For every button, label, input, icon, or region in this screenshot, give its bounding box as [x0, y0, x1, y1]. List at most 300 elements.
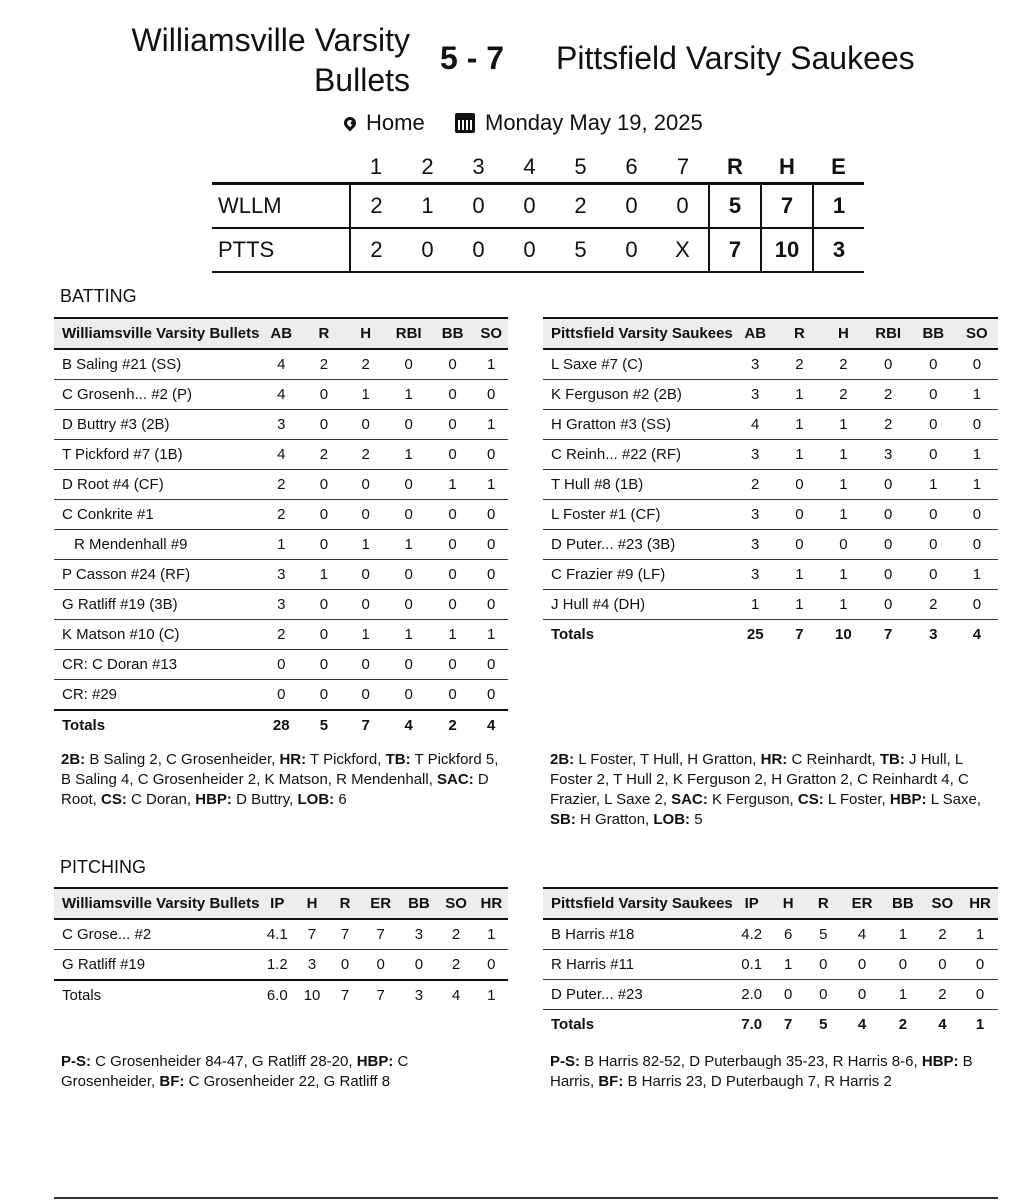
stat-cell: 2 [438, 919, 475, 950]
note-label: HBP: [921, 1053, 959, 1070]
stat-cell: 0 [806, 950, 841, 980]
stat-cell: 0 [911, 500, 956, 530]
stat-cell: 0 [387, 650, 431, 680]
player-name: T Hull #8 (1B) [543, 470, 733, 500]
stat-cell: 2 [923, 919, 963, 950]
stat-cell: 3 [733, 530, 778, 560]
stat-column-header: R [303, 318, 345, 349]
stat-cell: 3 [733, 349, 778, 380]
note-text: J Hull, L Foster 2, T Hull 2, K Ferguson 2, H Gratton 2, C Reinhardt 4, C Frazier, L Saxe 2, [550, 751, 969, 808]
player-name: C Grose... #2 [54, 919, 259, 950]
stat-cell: 0 [345, 650, 387, 680]
stat-cell: 0 [866, 500, 911, 530]
table-row [54, 500, 508, 530]
stat-cell: 2 [866, 380, 911, 410]
note-text: D Root, [61, 771, 489, 808]
inning-score: 0 [606, 184, 657, 229]
stat-cell: 0 [431, 530, 475, 560]
stat-cell: 1 [911, 470, 956, 500]
stat-cell: 2 [303, 440, 345, 470]
totals-cell: 3 [400, 980, 437, 1010]
stat-cell: 0 [474, 680, 508, 711]
stat-cell: 4 [259, 440, 303, 470]
inning-score: 1 [402, 184, 453, 229]
note-text: B Saling 2, C Grosenheider, [85, 751, 280, 768]
table-row [543, 380, 998, 410]
stat-cell: 3 [295, 950, 329, 981]
stat-cell: 1 [387, 530, 431, 560]
stat-cell: 0 [806, 980, 841, 1010]
stat-cell: 1 [345, 620, 387, 650]
stat-cell: 0 [303, 620, 345, 650]
stat-cell: 0 [431, 440, 475, 470]
stat-column-header: H [821, 318, 865, 349]
table-row [54, 560, 508, 590]
stat-column-header: H [771, 888, 806, 919]
note-label: 2B: [61, 751, 86, 768]
stat-cell: 1 [821, 590, 865, 620]
team-column-header: Pittsfield Varsity Saukees [543, 318, 733, 349]
stat-cell: 0 [387, 410, 431, 440]
player-name: D Buttry #3 (2B) [54, 410, 259, 440]
stat-cell: 0 [259, 650, 303, 680]
stat-cell: 4.1 [259, 919, 295, 950]
stat-cell: 0 [303, 530, 345, 560]
table-header-row [54, 888, 508, 919]
table-header-row [54, 318, 508, 349]
table-row [543, 500, 998, 530]
stat-column-header: BB [431, 318, 475, 349]
table-row [54, 410, 508, 440]
table-header-row [543, 888, 998, 919]
team-column-header: Pittsfield Varsity Saukees [543, 888, 733, 919]
pitching-section-title: PITCHING [60, 857, 147, 877]
note-label: 2B: [550, 751, 575, 768]
totals-cell: 4 [387, 710, 431, 740]
errors-total: 1 [813, 184, 864, 229]
note-label: P-S: [61, 1053, 91, 1070]
stat-cell: 2 [259, 500, 303, 530]
note-text: T Pickford, [306, 751, 386, 768]
stat-cell: 0 [474, 650, 508, 680]
stat-column-header: R [329, 888, 361, 919]
note-text: C Grosenheider 22, G Ratliff 8 [184, 1073, 391, 1090]
stat-cell: 1 [821, 440, 865, 470]
player-name: H Gratton #3 (SS) [543, 410, 733, 440]
stat-cell: 1 [956, 560, 998, 590]
inning-score: 2 [350, 184, 402, 229]
inning-score: 0 [657, 184, 709, 229]
stat-cell: 1 [431, 470, 475, 500]
totals-row [543, 620, 998, 650]
totals-cell: 6.0 [259, 980, 295, 1010]
player-name: T Pickford #7 (1B) [54, 440, 259, 470]
stat-cell: 1 [821, 560, 865, 590]
stat-cell: 1 [345, 530, 387, 560]
note-text: C Grosenheider, [61, 1053, 409, 1090]
stat-cell: 0 [911, 440, 956, 470]
table-row [54, 950, 508, 981]
totals-cell: 10 [295, 980, 329, 1010]
stat-cell: 1 [474, 410, 508, 440]
totals-cell: 7 [783, 1016, 793, 1033]
note-label: SAC: [437, 771, 474, 788]
inning-header: 6 [625, 154, 638, 179]
player-name: J Hull #4 (DH) [543, 590, 733, 620]
player-name: K Ferguson #2 (2B) [543, 380, 733, 410]
stat-cell: 2 [303, 349, 345, 380]
stat-cell: 6 [771, 919, 806, 950]
note-label: HR: [760, 751, 788, 768]
stat-cell: 0 [361, 950, 400, 981]
player-name: R Harris #11 [543, 950, 733, 980]
stat-cell: 0 [303, 680, 345, 711]
note-label: HR: [279, 751, 307, 768]
stat-cell: 0 [778, 530, 822, 560]
stat-cell: 0 [956, 590, 998, 620]
stat-cell: 5 [806, 919, 841, 950]
stat-cell: 0 [866, 349, 911, 380]
final-score: 5 - 7 [440, 40, 505, 76]
totals-cell: 7 [884, 626, 893, 643]
map-pin-icon [342, 115, 359, 132]
stat-column-header: SO [438, 888, 475, 919]
totals-cell: 2 [898, 1016, 908, 1033]
stat-cell: 0 [911, 560, 956, 590]
stat-cell: 0 [387, 470, 431, 500]
inning-header: 4 [523, 154, 536, 179]
inning-header: 3 [472, 154, 485, 179]
stat-cell: 0 [345, 470, 387, 500]
away-pitching-notes [550, 1052, 995, 1092]
away-team-name: Pittsfield Varsity Saukees [556, 40, 915, 76]
stat-cell: 1 [778, 380, 822, 410]
totals-cell: 7 [345, 710, 387, 740]
totals-cell: 7.0 [741, 1016, 763, 1033]
table-row [54, 650, 508, 680]
totals-cell: 7 [329, 980, 361, 1010]
stat-cell: 1 [883, 980, 923, 1010]
home-pitching-notes [61, 1052, 506, 1092]
stat-cell: 1 [778, 440, 822, 470]
stat-cell: 0 [475, 950, 508, 981]
stat-cell: 0 [866, 560, 911, 590]
stat-cell: 3 [259, 410, 303, 440]
inning-header: 2 [421, 154, 434, 179]
line-score-row [212, 228, 864, 272]
stat-cell: 0 [431, 680, 475, 711]
stat-column-header: RBI [866, 318, 911, 349]
stat-cell: 0 [821, 530, 865, 560]
team-column-header: Williamsville Varsity Bullets [54, 318, 259, 349]
table-row [54, 680, 508, 711]
stat-cell: 0 [956, 530, 998, 560]
stat-cell: 3 [400, 919, 437, 950]
totals-cell: 4 [972, 626, 982, 643]
stat-cell: 7 [329, 919, 361, 950]
batting-section-title: BATTING [60, 286, 137, 306]
note-label: P-S: [550, 1053, 580, 1070]
totals-cell: 1 [975, 1016, 985, 1033]
stat-cell: 0 [474, 380, 508, 410]
stat-cell: 2 [345, 440, 387, 470]
stat-cell: 0 [474, 560, 508, 590]
stat-cell: 1 [956, 380, 998, 410]
stat-cell: 1 [259, 530, 303, 560]
stat-cell: 1 [956, 470, 998, 500]
table-row [543, 410, 998, 440]
runs-total: 7 [709, 228, 761, 272]
game-location [344, 110, 425, 136]
stat-cell: 3 [866, 440, 911, 470]
stat-cell: 1 [778, 560, 822, 590]
totals-cell: 4 [438, 980, 475, 1010]
note-text: B Harris 82-52, D Puterbaugh 35-23, R Harris 8-6, [580, 1053, 922, 1070]
stat-cell: 2 [923, 980, 963, 1010]
stat-cell: 1 [778, 410, 822, 440]
player-name: B Harris #18 [543, 919, 733, 950]
inning-score: 0 [504, 184, 555, 229]
table-row [543, 440, 998, 470]
stat-column-header: H [345, 318, 387, 349]
stat-cell: 2 [778, 349, 822, 380]
team-abbr: WLLM [212, 184, 350, 229]
stat-cell: 4 [841, 919, 883, 950]
stat-cell: 0 [431, 500, 475, 530]
stat-cell: 1 [883, 919, 923, 950]
stat-cell: 1 [733, 590, 778, 620]
stat-cell: 0 [387, 680, 431, 711]
team-column-header: Williamsville Varsity Bullets [54, 888, 259, 919]
totals-cell: 4 [857, 1016, 867, 1033]
note-label: HBP: [195, 791, 232, 808]
player-name: D Root #4 (CF) [54, 470, 259, 500]
stat-cell: 0 [474, 440, 508, 470]
stat-cell: 1 [303, 560, 345, 590]
footer-divider [54, 1197, 998, 1199]
player-name: D Puter... #23 [543, 980, 733, 1010]
stat-cell: 0 [345, 680, 387, 711]
note-text: H Gratton, [575, 811, 654, 828]
stat-cell: 4 [259, 380, 303, 410]
hits-total: 7 [761, 184, 813, 229]
stat-cell: 2 [438, 950, 475, 981]
player-name: R Mendenhall #9 [54, 530, 259, 560]
errors-header: E [831, 154, 846, 179]
home-pitching-table [54, 887, 508, 1010]
totals-cell: 5 [819, 1016, 828, 1033]
stat-cell: 0 [911, 410, 956, 440]
note-text: B Harris, [550, 1053, 973, 1090]
stat-cell: 2 [733, 470, 778, 500]
home-batting-notes [61, 750, 506, 810]
stat-column-header: HR [475, 888, 508, 919]
note-label: HBP: [889, 791, 927, 808]
location-label: Home [366, 110, 425, 135]
totals-row [54, 710, 508, 740]
note-text: K Ferguson, [707, 791, 798, 808]
stat-cell: 0 [841, 950, 883, 980]
stat-cell: 1 [474, 620, 508, 650]
totals-label: Totals [551, 626, 595, 643]
note-text: C Reinhardt, [787, 751, 880, 768]
table-row [54, 440, 508, 470]
stat-column-header: AB [259, 318, 303, 349]
stat-cell: 1 [387, 440, 431, 470]
stat-column-header: IP [259, 888, 295, 919]
inning-score: 0 [504, 228, 555, 272]
player-name: B Saling #21 (SS) [54, 349, 259, 380]
totals-cell: 4 [474, 710, 508, 740]
note-text: C Doran, [126, 791, 196, 808]
stat-column-header: SO [474, 318, 508, 349]
stat-cell: 1 [962, 919, 998, 950]
note-text: L Foster, [823, 791, 890, 808]
player-name: CR: #29 [54, 680, 259, 711]
stat-cell: 0 [956, 410, 998, 440]
note-text: T Pickford 5, B Saling 4, C Grosenheider 2, K Matson, R Mendenhall, [61, 751, 499, 788]
note-label: CS: [101, 791, 127, 808]
stat-cell: 0 [771, 980, 806, 1010]
inning-score: 0 [606, 228, 657, 272]
table-row [543, 950, 998, 980]
stat-column-header: SO [923, 888, 963, 919]
stat-cell: 0 [923, 950, 963, 980]
stat-column-header: ER [361, 888, 400, 919]
totals-cell: 7 [795, 626, 804, 643]
calendar-icon [455, 113, 475, 133]
stat-cell: 0 [962, 950, 998, 980]
table-header-row [543, 318, 998, 349]
stat-cell: 0 [911, 349, 956, 380]
table-row [54, 620, 508, 650]
stat-cell: 3 [733, 440, 778, 470]
player-name: G Ratliff #19 [54, 950, 259, 981]
note-label: TB: [385, 751, 411, 768]
stat-cell: 0 [956, 349, 998, 380]
runs-header: R [727, 154, 743, 179]
totals-cell: 3 [929, 626, 938, 643]
totals-label: Totals [54, 710, 259, 740]
note-text: L Saxe, [926, 791, 982, 808]
stat-cell: 0 [345, 560, 387, 590]
stat-cell: 0 [474, 590, 508, 620]
stat-cell: 1 [474, 470, 508, 500]
stat-cell: 1 [474, 349, 508, 380]
stat-column-header: BB [883, 888, 923, 919]
stat-cell: 0 [474, 530, 508, 560]
stat-cell: 1 [387, 620, 431, 650]
stat-cell: 0 [956, 500, 998, 530]
note-text: 5 [690, 811, 703, 828]
stat-cell: 2 [259, 470, 303, 500]
table-row [543, 980, 998, 1010]
table-row [543, 470, 998, 500]
away-batting-notes [550, 750, 995, 830]
stat-cell: 0 [431, 560, 475, 590]
stat-cell: 7 [361, 919, 400, 950]
stat-column-header: RBI [387, 318, 431, 349]
stat-cell: 0 [474, 500, 508, 530]
stat-column-header: R [778, 318, 822, 349]
totals-cell: 28 [259, 710, 303, 740]
table-row [54, 919, 508, 950]
player-name: L Foster #1 (CF) [543, 500, 733, 530]
stat-column-header: ER [841, 888, 883, 919]
note-label: BF: [159, 1073, 185, 1090]
stat-cell: 3 [259, 560, 303, 590]
totals-cell: 10 [835, 626, 852, 643]
player-name: C Reinh... #22 (RF) [543, 440, 733, 470]
table-row [543, 560, 998, 590]
totals-cell: 4 [938, 1016, 947, 1033]
home-team-name: Williamsville Varsity Bullets [131, 22, 410, 98]
line-score-row [212, 184, 864, 229]
stat-cell: 0 [778, 470, 822, 500]
player-name: C Conkrite #1 [54, 500, 259, 530]
totals-row [543, 1010, 998, 1040]
stat-cell: 1 [956, 440, 998, 470]
note-label: SAC: [671, 791, 708, 808]
stat-column-header: SO [956, 318, 998, 349]
stat-cell: 1.2 [259, 950, 295, 981]
stat-cell: 0 [345, 500, 387, 530]
runs-total: 5 [709, 184, 761, 229]
player-name: P Casson #24 (RF) [54, 560, 259, 590]
note-label: BF: [598, 1073, 624, 1090]
note-text: C Grosenheider 84-47, G Ratliff 28-20, [91, 1053, 357, 1070]
stat-cell: 3 [733, 500, 778, 530]
stat-cell: 0 [431, 410, 475, 440]
stat-cell: 3 [733, 380, 778, 410]
stat-cell: 0 [778, 500, 822, 530]
stat-cell: 0 [259, 680, 303, 711]
note-label: SB: [550, 811, 576, 828]
totals-cell: 2 [431, 710, 475, 740]
totals-cell: 1 [475, 980, 508, 1010]
stat-cell: 0 [387, 500, 431, 530]
stat-cell: 0 [431, 590, 475, 620]
away-batting-table [543, 317, 998, 649]
date-label: Monday May 19, 2025 [485, 110, 703, 135]
stat-cell: 0 [303, 590, 345, 620]
stat-column-header: BB [911, 318, 956, 349]
stat-cell: 3 [733, 560, 778, 590]
note-label: HBP: [356, 1053, 394, 1070]
stat-cell: 0 [303, 500, 345, 530]
stat-cell: 0 [303, 470, 345, 500]
inning-header: 7 [676, 154, 690, 179]
table-row [54, 530, 508, 560]
stat-cell: 7 [295, 919, 329, 950]
stat-cell: 0 [962, 980, 998, 1010]
stat-cell: 1 [387, 380, 431, 410]
stat-cell: 0 [303, 650, 345, 680]
stat-cell: 0 [911, 530, 956, 560]
stat-cell: 0 [431, 349, 475, 380]
stat-cell: 0 [303, 410, 345, 440]
totals-cell: 7 [361, 980, 400, 1010]
stat-cell: 0 [400, 950, 437, 981]
inning-score: 0 [402, 228, 453, 272]
note-label: LOB: [653, 811, 691, 828]
player-name: L Saxe #7 (C) [543, 349, 733, 380]
stat-cell: 0.1 [733, 950, 771, 980]
stat-cell: 0 [866, 470, 911, 500]
table-row [54, 349, 508, 380]
stat-cell: 0 [345, 590, 387, 620]
stat-cell: 0 [841, 980, 883, 1010]
